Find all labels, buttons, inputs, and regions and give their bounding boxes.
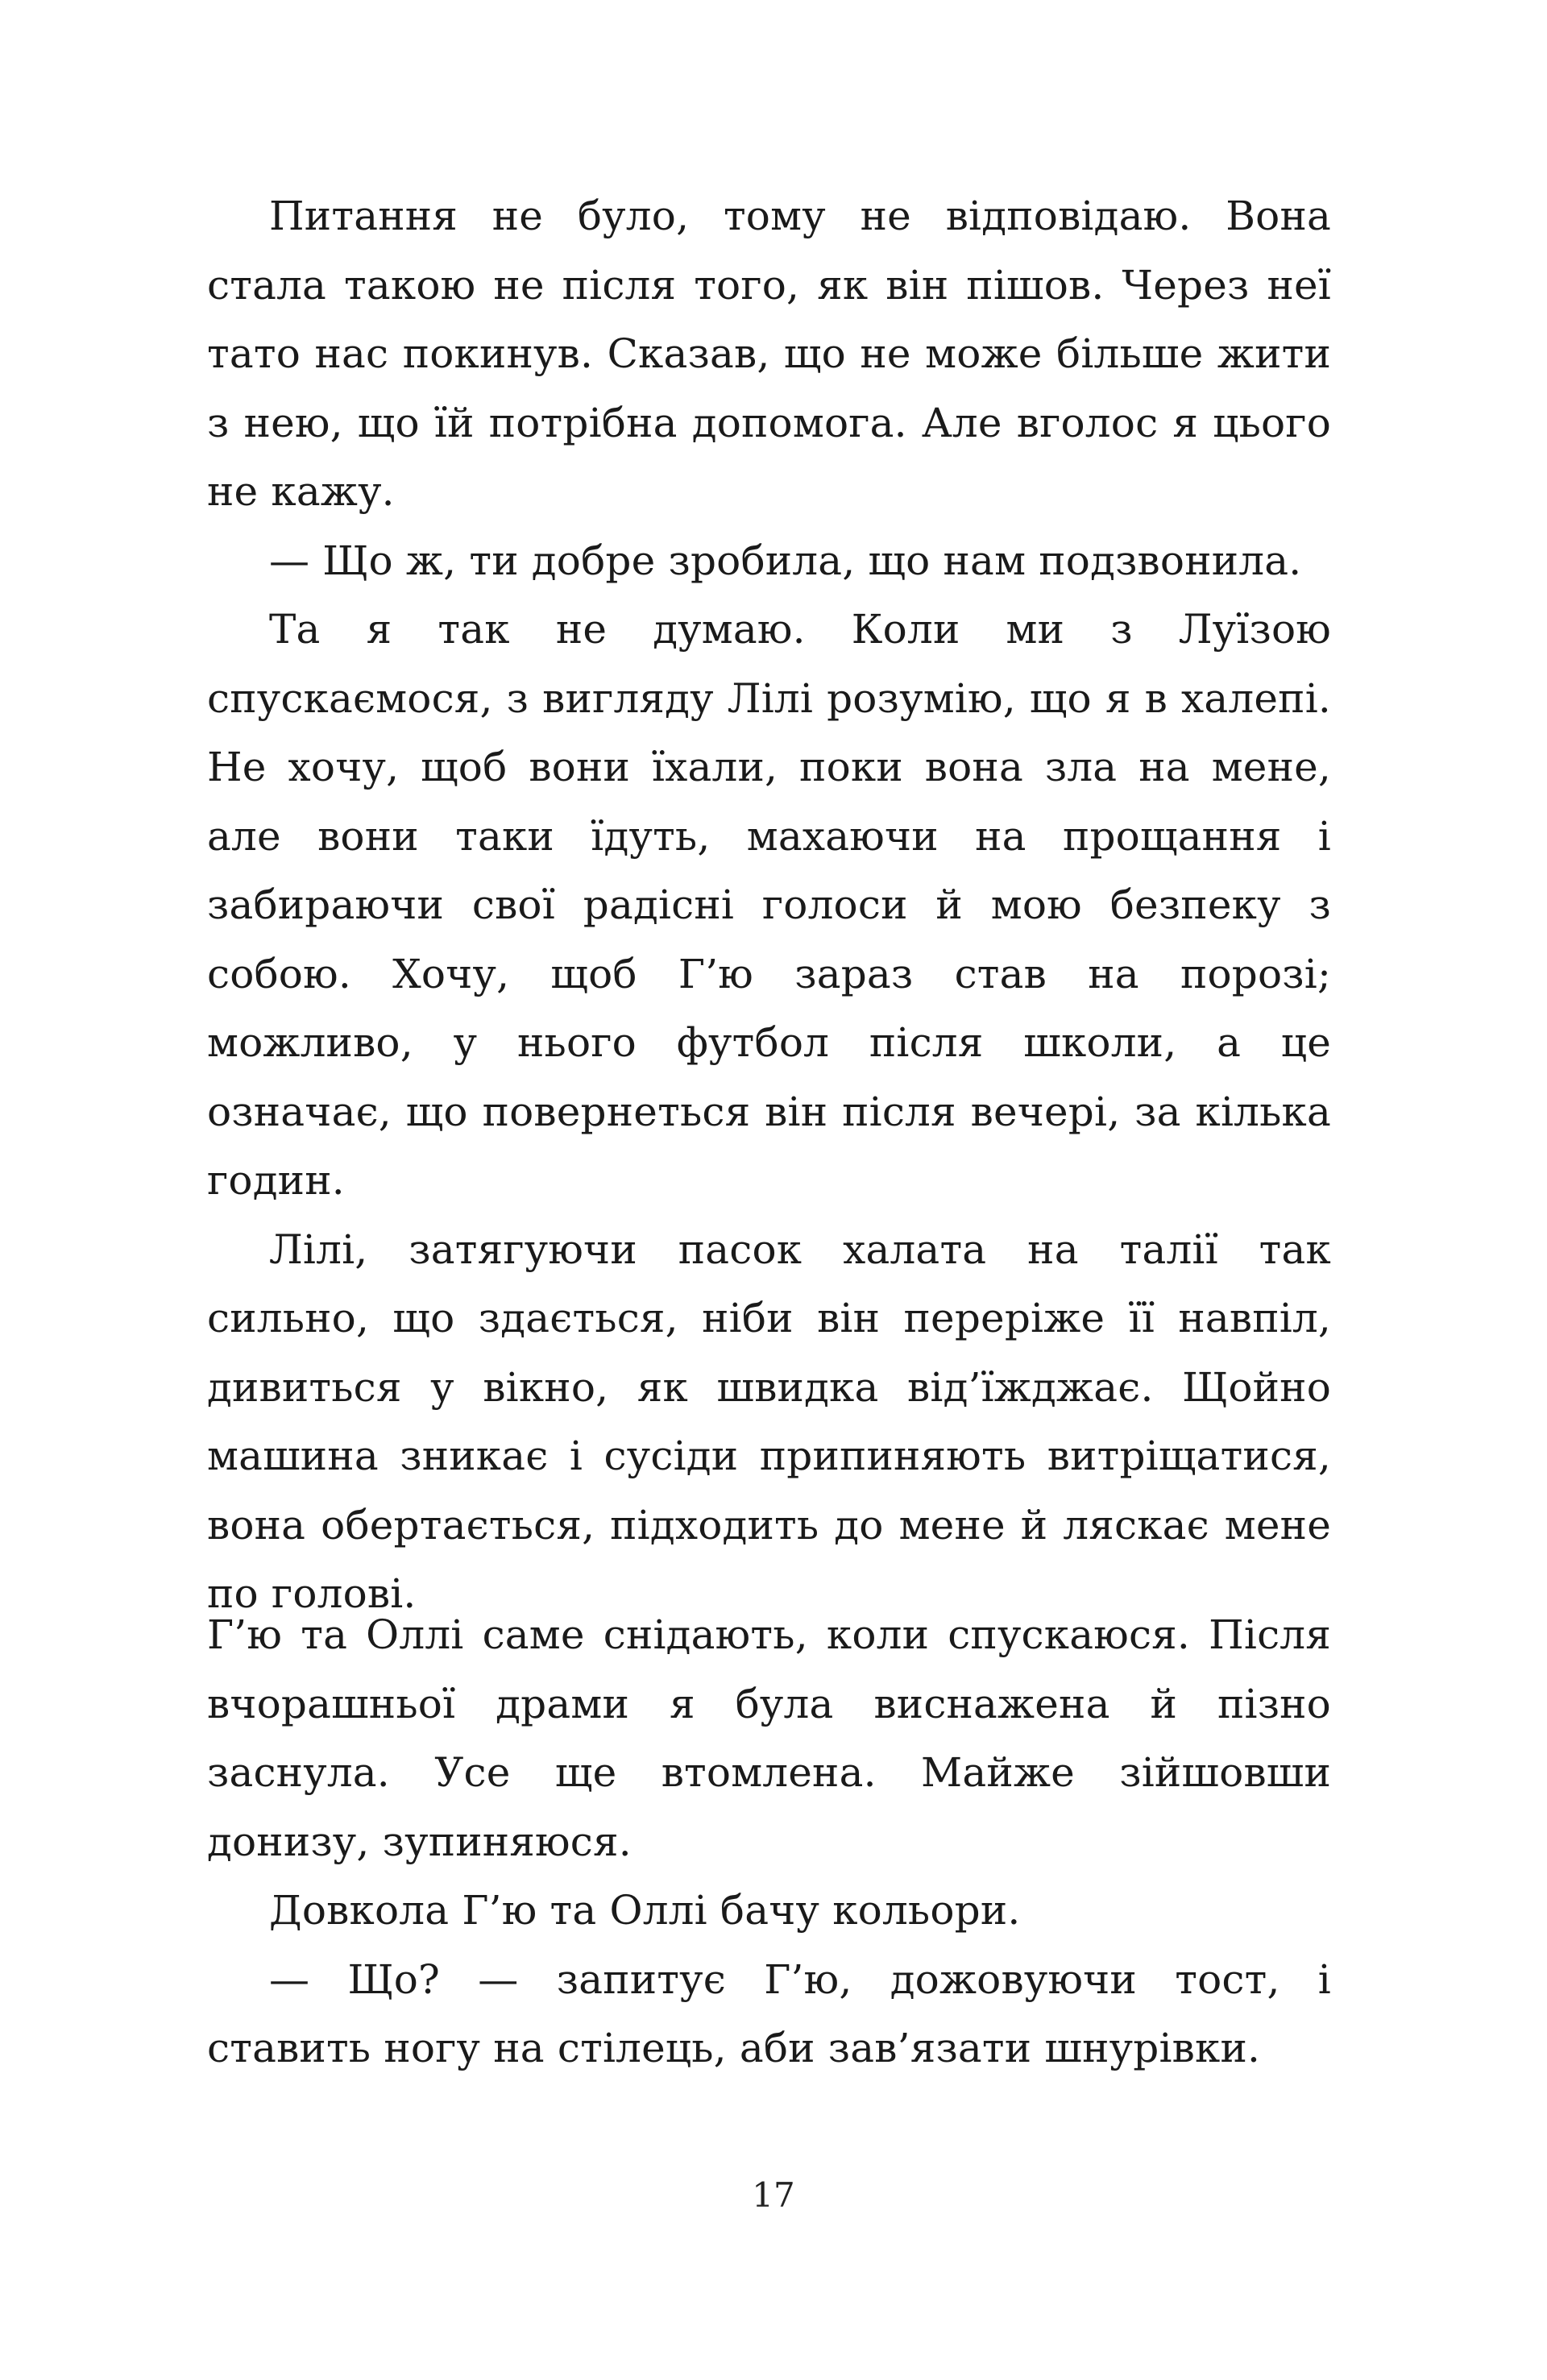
paragraph: Питання не було, тому не відповідаю. Вона стала такою не після того, як він пішов. Через неї тато нас покинув. Сказав, що не може більше жити з нею, що їй потрібна допомога. Але вголос я цього не кажу.: [207, 193, 1331, 515]
text-section-2: [207, 1601, 1331, 2084]
paragraph: Та я так не думаю. Коли ми з Луїзою спускаємося, з вигляду Лілі розумію, що я в халепі. Не хочу, щоб вони їхали, поки вона зла на мене, але вони таки їдуть, махаючи на прощання і забираючи свої радісні голоси й мою безпеку з собою. Хочу, щоб Г’ю зараз став на порозі; можливо, у нього футбол після школи, а це означає, що повернеться він після вечері, за кілька годин.: [207, 606, 1331, 1204]
text-section-1: [207, 182, 1331, 1629]
paragraph: — Що ж, ти добре зробила, що нам подзвонила.: [269, 537, 1302, 584]
paragraph: Лілі, затягуючи пасок халата на талії так сильно, що здається, ніби він переріже її навпіл, дивиться у вікно, як швидка від’їжджає. Щойно машина зникає і сусіди припиняють витріщатися, вона обертається, підходить до мене й ляскає мене по голові.: [207, 1225, 1331, 1617]
paragraph: — Що? — запитує Г’ю, дожовуючи тост, і ставить ногу на стілець, аби зав’язати шнурівки.: [207, 1955, 1331, 2071]
paragraph: Довкола Г’ю та Оллі бачу кольори.: [269, 1887, 1021, 1934]
page-number: 17: [752, 2175, 795, 2215]
paragraph: Г’ю та Оллі саме снідають, коли спускаюся. Після вчорашньої драми я була виснажена й пізно заснула. Усе ще втомлена. Майже зійшовши донизу, зупиняюся.: [207, 1611, 1331, 1865]
